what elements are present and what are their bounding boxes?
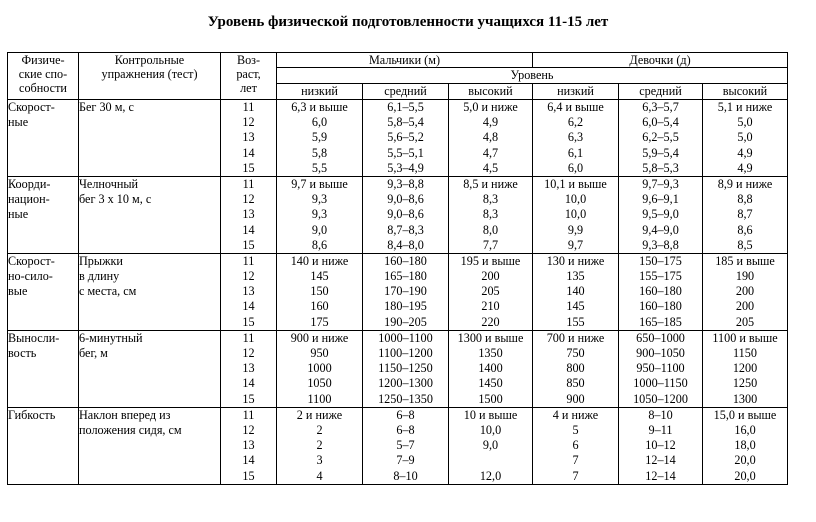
girls-low-value: 140 [566,284,585,299]
quality-text: ные [8,206,29,221]
quality-text: но-сило- [8,268,53,283]
exercise-text: положения сидя, см [79,422,182,437]
boys-mid-value: 160–180 [384,253,427,268]
boys-low-value: 2 и ниже [296,407,343,422]
exercise-cell [79,330,221,407]
girls-mid-cell [619,330,703,407]
girls-high-value: 8,9 и ниже [717,176,773,191]
quality-text: Скорост- [8,253,55,268]
header-boys: Мальчики (м) [277,53,533,68]
age-value: 15 [242,468,255,483]
quality-text: вые [8,283,28,298]
boys-mid-value: 1100–1200 [378,346,433,360]
age-value: 12 [242,422,255,437]
boys-low-cell [277,407,363,484]
boys-low-value: 8,6 [311,237,328,252]
boys-low-value: 5,5 [311,160,328,175]
girls-low-value: 155 [566,314,585,329]
quality-text: ные [8,115,29,129]
girls-low-value: 5 [572,422,579,437]
girls-low-value: 6,2 [567,115,584,130]
quality-cell [8,176,79,253]
girls-low-cell [533,176,619,253]
girls-mid-value: 9,4–9,0 [642,222,679,237]
age-value: 11 [242,330,255,345]
girls-mid-cell [619,407,703,484]
girls-low-value: 700 и ниже [546,330,605,345]
boys-low-value: 9,3 [311,192,328,207]
girls-high-value: 20,0 [734,453,756,468]
girls-mid-value: 6,3–5,7 [642,100,679,114]
age-cell [221,100,277,177]
girls-high-value: 20,0 [734,468,756,483]
girls-high-value: 5,1 и ниже [717,100,773,114]
boys-low-value: 5,8 [311,145,328,160]
girls-mid-value: 1050–1200 [633,391,688,406]
boys-low-value: 4 [316,468,323,483]
boys-mid-value: 5,6–5,2 [387,130,424,145]
exercise-text: Прыжки [79,253,123,268]
girls-low-value: 750 [566,346,585,360]
girls-low-value: 800 [566,361,585,376]
boys-low-value: 9,7 и выше [291,176,348,191]
age-value: 13 [242,207,255,222]
boys-mid-value: 9,0–8,6 [387,192,424,207]
table-row [8,330,788,407]
girls-mid-value: 900–1050 [636,346,685,360]
exercise-text: бег, м [79,345,108,360]
age-value: 12 [242,115,255,130]
girls-mid-value: 950–1100 [636,361,685,376]
exercise-text: 6-минутный [79,330,143,345]
quality-text: вость [8,345,37,360]
boys-high-value: 8,0 [482,222,499,237]
boys-high-value: 195 и выше [460,253,521,268]
boys-low-value: 1000 [307,361,332,376]
age-value: 15 [242,314,255,329]
boys-high-cell [449,253,533,330]
boys-low-value: 6,0 [311,115,328,130]
header-exercise: Контрольные упражнения (тест) [79,53,221,100]
girls-mid-value: 6,0–5,4 [642,115,679,130]
quality-cell [8,407,79,484]
boys-low-value: 1050 [307,376,332,391]
exercise-cell [79,100,221,177]
girls-low-value: 900 [566,391,585,406]
girls-high-cell [703,253,788,330]
girls-mid-cell [619,176,703,253]
boys-high-cell [449,100,533,177]
boys-mid-value: 180–195 [384,299,427,314]
boys-high-value: 1450 [478,376,503,391]
boys-high-value: 1500 [478,391,503,406]
quality-text: Гибкость [8,407,56,422]
boys-mid-value: 5,8–5,4 [387,115,424,130]
header-girls-high: высокий [703,84,788,100]
boys-low-value: 5,9 [311,130,328,145]
quality-text: Выносли- [8,330,60,345]
boys-high-value: 1350 [478,346,503,360]
girls-high-value: 200 [735,284,755,299]
girls-low-cell [533,407,619,484]
boys-mid-value: 190–205 [384,314,427,329]
boys-low-value: 900 и ниже [290,330,349,345]
girls-mid-value: 9,5–9,0 [642,207,679,222]
girls-high-value: 5,0 [737,130,753,145]
boys-mid-value: 8,7–8,3 [387,222,424,237]
girls-low-value: 850 [566,376,585,391]
boys-low-value: 9,3 [311,207,328,222]
boys-high-cell [449,176,533,253]
boys-low-cell [277,330,363,407]
girls-mid-value: 155–175 [639,269,682,284]
girls-mid-cell [619,100,703,177]
boys-high-value: 4,8 [482,130,499,145]
boys-mid-value: 8,4–8,0 [387,237,424,252]
header-boys-high: высокий [449,84,533,100]
boys-high-cell [449,407,533,484]
age-value: 12 [242,346,255,360]
girls-mid-value: 165–185 [639,314,682,329]
table-row [8,253,788,330]
girls-low-value: 7 [572,453,579,468]
boys-mid-value: 8–10 [393,468,418,483]
girls-high-value: 4,9 [737,160,753,175]
header-age: Воз- раст, лет [221,53,277,100]
girls-low-value: 6,0 [567,160,584,175]
girls-mid-cell [619,253,703,330]
quality-text: Скорост- [8,100,55,114]
girls-high-value: 1300 [732,391,758,406]
age-value: 14 [242,145,255,160]
header-boys-low: низкий [277,84,363,100]
boys-low-value: 6,3 и выше [291,100,348,114]
girls-low-value: 10,0 [564,192,587,207]
girls-low-cell [533,100,619,177]
girls-low-cell [533,253,619,330]
girls-low-value: 145 [566,299,585,314]
girls-high-value: 205 [735,314,755,329]
girls-high-value: 16,0 [734,422,756,437]
boys-mid-cell [363,176,449,253]
girls-mid-value: 9,7–9,3 [642,176,679,191]
boys-low-value: 175 [310,314,329,329]
girls-mid-value: 1000–1150 [633,376,688,391]
boys-mid-value: 5,3–4,9 [387,160,424,175]
boys-mid-value: 165–180 [384,269,427,284]
boys-low-cell [277,176,363,253]
age-value: 12 [242,269,255,284]
girls-mid-value: 6,2–5,5 [642,130,679,145]
girls-mid-value: 160–180 [639,299,682,314]
table-body [8,100,788,485]
girls-low-value: 130 и ниже [546,253,605,268]
age-cell [221,330,277,407]
exercise-text: Челночный [79,176,139,191]
header-level: Уровень [277,68,788,84]
girls-high-cell [703,407,788,484]
girls-mid-value: 160–180 [639,284,682,299]
quality-text: национ- [8,191,50,206]
header-girls-low: низкий [533,84,619,100]
girls-high-value: 185 и выше [715,253,775,268]
girls-low-value: 6,3 [567,130,584,145]
header-row [8,53,788,68]
girls-mid-value: 150–175 [639,253,682,268]
age-value: 13 [242,438,255,453]
exercise-text: бег 3 х 10 м, с [79,191,152,206]
girls-low-value: 135 [566,269,585,284]
age-value: 15 [242,391,255,406]
girls-high-value: 200 [735,299,755,314]
quality-cell [8,330,79,407]
boys-low-value: 2 [316,422,323,437]
age-value: 11 [242,253,255,268]
boys-high-value: 8,5 и ниже [463,176,518,191]
boys-mid-value: 6–8 [396,407,415,422]
boys-low-cell [277,100,363,177]
exercise-text: Бег 30 м, с [79,100,134,114]
boys-low-value: 150 [310,284,329,299]
boys-high-value: 9,0 [482,438,499,453]
age-value: 14 [242,222,255,237]
table-row [8,100,788,177]
boys-high-value: 10,0 [479,422,502,437]
girls-high-value: 1250 [732,376,758,391]
boys-high-value: 205 [481,284,500,299]
age-cell [221,407,277,484]
girls-low-value: 9,9 [567,222,584,237]
header-girls-mid: средний [619,84,703,100]
boys-low-value: 145 [310,269,329,284]
exercise-cell [79,407,221,484]
boys-mid-value: 6–8 [396,422,415,437]
girls-low-value: 10,1 и выше [544,176,607,191]
boys-low-value: 140 и ниже [290,253,349,268]
age-value: 14 [242,453,255,468]
boys-high-value: 5,0 и ниже [463,100,518,114]
girls-mid-value: 9,6–9,1 [642,192,679,207]
girls-mid-value: 12–14 [645,453,676,468]
girls-high-cell [703,330,788,407]
boys-mid-value: 1000–1100 [378,330,433,345]
age-value: 13 [242,361,255,376]
girls-mid-value: 12–14 [645,468,676,483]
header-girls: Девочки (д) [533,53,788,68]
girls-high-value: 4,9 [737,145,753,160]
girls-high-value: 5,0 [737,115,753,130]
age-value: 13 [242,130,255,145]
girls-high-cell [703,176,788,253]
girls-high-value: 8,7 [737,207,753,222]
boys-high-value [449,453,532,468]
age-value: 11 [242,407,255,422]
boys-mid-cell [363,253,449,330]
boys-low-value: 2 [316,438,323,453]
girls-mid-value: 5,9–5,4 [642,145,679,160]
boys-low-value: 160 [310,299,329,314]
header-quality: Физиче- ские спо- собности [8,53,79,100]
boys-high-value: 1300 и выше [457,330,524,345]
girls-high-value: 15,0 и выше [713,407,777,422]
boys-mid-cell [363,330,449,407]
age-cell [221,253,277,330]
boys-high-value: 7,7 [482,237,499,252]
girls-high-value: 1150 [733,346,757,360]
exercise-cell [79,176,221,253]
boys-high-cell [449,330,533,407]
boys-mid-value: 6,1–5,5 [387,100,424,114]
boys-mid-value: 7–9 [396,453,415,468]
boys-low-value: 1100 [307,391,332,406]
girls-mid-value: 9,3–8,8 [642,237,679,252]
boys-low-cell [277,253,363,330]
girls-low-value: 10,0 [564,207,587,222]
boys-mid-cell [363,407,449,484]
girls-high-cell [703,100,788,177]
girls-high-value: 1200 [732,361,758,376]
table-row [8,176,788,253]
age-value: 14 [242,376,255,391]
age-value: 11 [242,176,255,191]
boys-mid-value: 1150–1250 [378,361,433,376]
boys-high-value: 10 и выше [463,407,518,422]
page-title: Уровень физической подготовленности учащихся 11-15 лет [207,14,609,30]
boys-high-value: 200 [481,269,500,284]
quality-cell [8,100,79,177]
girls-high-value: 8,8 [737,192,753,207]
boys-high-value: 210 [481,299,500,314]
girls-high-value: 18,0 [734,438,756,453]
age-value: 11 [242,100,255,114]
boys-high-value: 8,3 [482,207,499,222]
boys-high-value: 4,9 [482,115,499,130]
exercise-text: Наклон вперед из [79,407,171,422]
girls-high-value: 8,6 [737,222,753,237]
age-value: 15 [242,160,255,175]
girls-mid-value: 9–11 [648,422,673,437]
age-value: 12 [242,192,255,207]
girls-mid-value: 8–10 [648,407,673,422]
quality-cell [8,253,79,330]
boys-high-value: 4,5 [482,160,499,175]
quality-text: Коорди- [8,176,51,191]
girls-high-value: 1100 и выше [712,330,778,345]
boys-low-value: 950 [310,346,329,360]
boys-low-value: 9,0 [311,222,328,237]
boys-mid-value: 1250–1350 [378,391,433,406]
boys-mid-value: 5–7 [396,438,415,453]
girls-low-value: 7 [572,468,579,483]
girls-low-value: 6 [572,438,579,453]
boys-low-value: 3 [316,453,323,468]
boys-high-value: 1400 [478,361,503,376]
age-value: 14 [242,299,255,314]
boys-mid-cell [363,100,449,177]
girls-low-value: 6,4 и выше [547,100,604,114]
boys-mid-value: 5,5–5,1 [387,145,424,160]
header-boys-mid: средний [363,84,449,100]
table-row [8,407,788,484]
exercise-cell [79,253,221,330]
exercise-text: с места, см [79,283,137,298]
girls-mid-value: 10–12 [645,438,676,453]
girls-high-value: 8,5 [737,237,753,252]
age-cell [221,176,277,253]
fitness-table [7,52,788,485]
age-value: 15 [242,237,255,252]
age-value: 13 [242,284,255,299]
girls-low-value: 6,1 [567,145,584,160]
boys-high-value: 4,7 [482,145,499,160]
exercise-text: в длину [79,268,120,283]
boys-mid-value: 170–190 [384,284,427,299]
boys-mid-value: 9,0–8,6 [387,207,424,222]
girls-low-value: 9,7 [567,237,584,252]
boys-mid-value: 1200–1300 [378,376,433,391]
girls-low-cell [533,330,619,407]
boys-mid-value: 9,3–8,8 [387,176,424,191]
boys-high-value: 12,0 [479,468,502,483]
girls-mid-value: 650–1000 [636,330,685,345]
girls-high-value: 190 [735,269,755,284]
boys-high-value: 8,3 [482,192,499,207]
girls-low-value: 4 и ниже [552,407,599,422]
boys-high-value: 220 [481,314,500,329]
girls-mid-value: 5,8–5,3 [642,160,679,175]
